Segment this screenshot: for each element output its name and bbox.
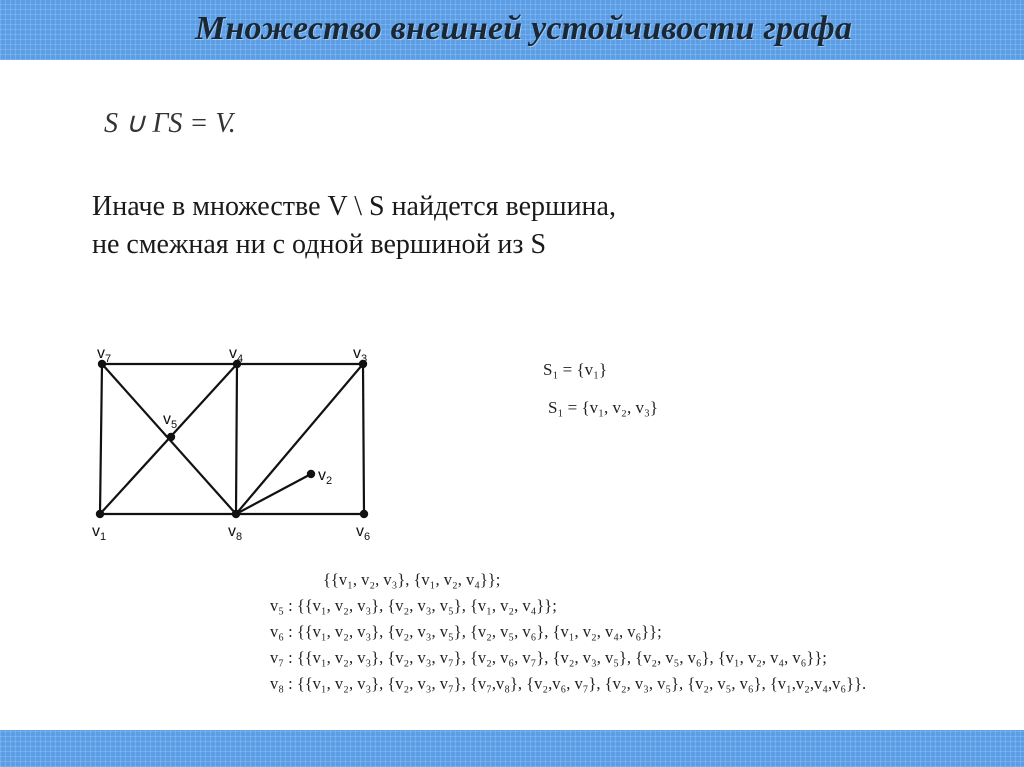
graph-vertex — [360, 510, 368, 518]
vertex-label: $v_8$ — [228, 523, 243, 543]
graph-edge — [236, 364, 237, 514]
vertex-label: $v_6$ — [356, 523, 371, 543]
paragraph-line-2: не смежная ни с одной вершиной из S — [92, 229, 547, 260]
vertex-label: $v_2$ — [318, 467, 333, 487]
graph-vertex — [96, 510, 104, 518]
graph-edge — [236, 474, 311, 514]
list-prefix: v₈ : — [270, 674, 297, 693]
list-text: {{v₁, v₂, v₃}, {v₁, v₂, v₄}}; — [323, 570, 501, 589]
graph-edge — [236, 364, 363, 514]
footer-bar — [0, 730, 1024, 767]
list-row — [270, 671, 866, 697]
vertex-label: $v_5$ — [163, 411, 178, 431]
graph-diagram — [80, 335, 400, 545]
list-text: {{v₁, v₂, v₃}, {v₂, v₃, v₅}, {v₂, v₅, v₆}, {v₁, v₂, v₄, v₆}}; — [296, 622, 662, 641]
list-row — [270, 619, 866, 645]
list-prefix: v₇ : — [270, 648, 297, 667]
formula: S ∪ ΓS = V. — [104, 108, 236, 139]
list-row — [270, 567, 866, 593]
list-text: {{v₁, v₂, v₃}, {v₂, v₃, v₇}, {v₇,v₈}, {v₂,v₆, v₇}, {v₂, v₃, v₅}, {v₂, v₅, v₆}, {v₁,v₂,v₄,v₆}}. — [296, 674, 867, 693]
title-bar — [0, 0, 1024, 60]
list-text: {{v₁, v₂, v₃}, {v₂, v₃, v₇}, {v₂, v₆, v₇}, {v₂, v₃, v₅}, {v₂, v₅, v₆}, {v₁, v₂, v₄, v₆}}; — [296, 648, 827, 667]
vertex-label: $v_7$ — [97, 345, 112, 365]
paragraph — [92, 188, 616, 264]
list-prefix: v₆ : — [270, 622, 297, 641]
domination-lists — [270, 567, 866, 697]
graph-edge — [363, 364, 364, 514]
set-s1-single: S₁ = {v₁} — [543, 360, 608, 379]
graph-vertex — [167, 433, 175, 441]
vertex-label: $v_4$ — [229, 345, 244, 365]
slide-title: Множество внешней устойчивости графа — [195, 10, 853, 47]
graph-edge — [100, 364, 102, 514]
vertex-label: $v_1$ — [92, 523, 107, 543]
list-text: {{v₁, v₂, v₃}, {v₂, v₃, v₅}, {v₁, v₂, v₄}}; — [296, 596, 557, 615]
graph-vertex — [232, 510, 240, 518]
list-row — [270, 645, 866, 671]
graph-vertex — [307, 470, 315, 478]
paragraph-line-1: Иначе в множестве V \ S найдется вершина, — [92, 191, 616, 222]
set-s1-triple: S₁ = {v₁, v₂, v₃} — [548, 398, 659, 417]
list-row — [270, 593, 866, 619]
vertex-label: $v_3$ — [353, 345, 368, 365]
list-prefix: v₅ : — [270, 596, 297, 615]
